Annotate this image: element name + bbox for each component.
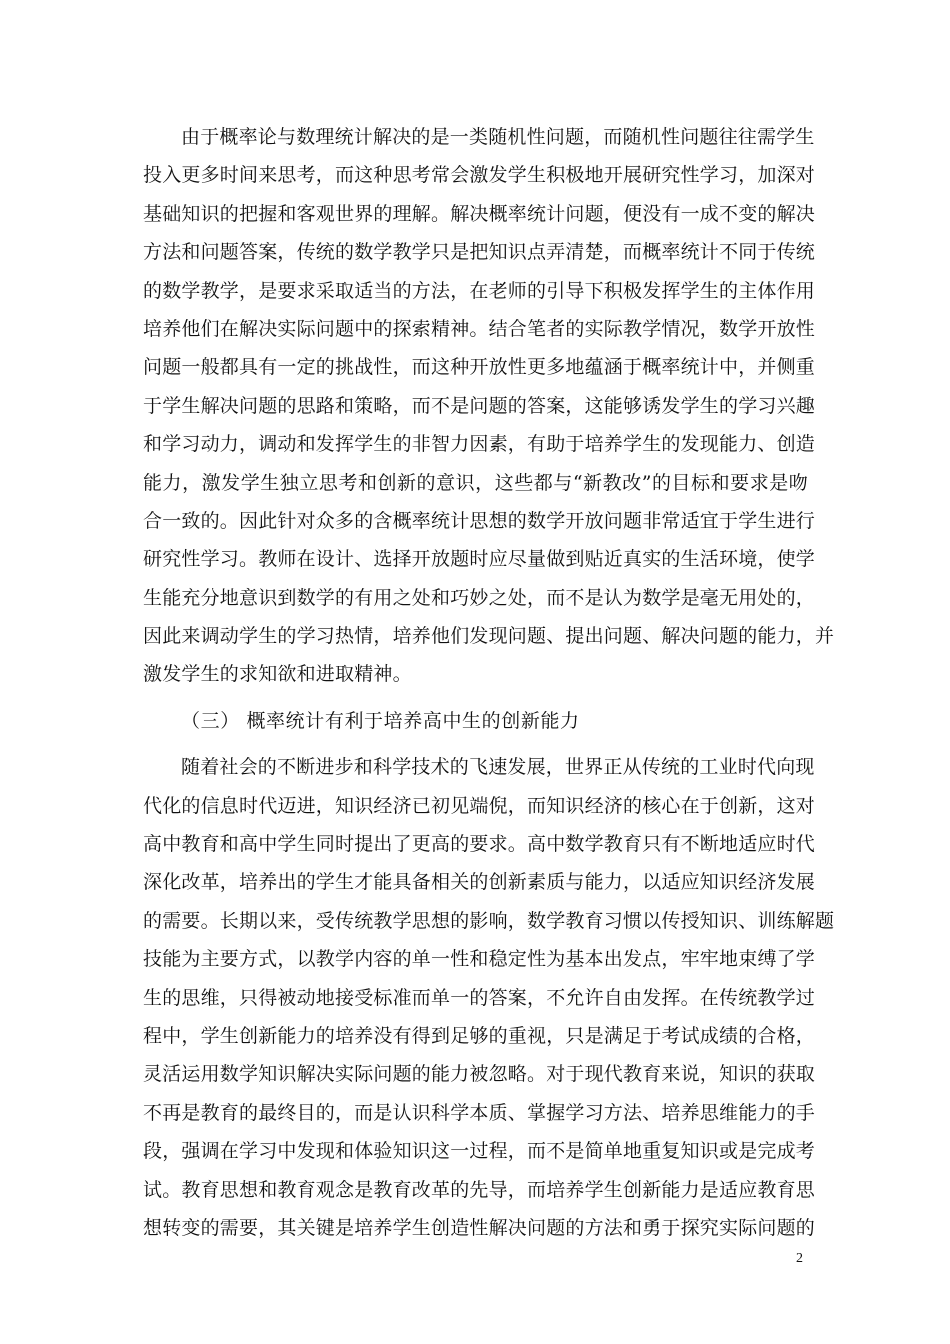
paragraph-line: 生能充分地意识到数学的有用之处和巧妙之处，而不是认为数学是毫无用处的， xyxy=(143,586,816,609)
paragraph-line: 高中教育和高中学生同时提出了更高的要求。高中数学教育只有不断地适应时代 xyxy=(143,833,816,856)
paragraph-line: 想转变的需要，其关键是培养学生创造性解决问题的方法和勇于探究实际问题的 xyxy=(143,1216,816,1239)
paragraph-innovation-ability xyxy=(143,748,835,1247)
paragraph-line: 激发学生的求知欲和进取精神。 xyxy=(143,663,412,686)
page-number: 2 xyxy=(796,1251,803,1266)
paragraph-line: 试。教育思想和教育观念是教育改革的先导，而培养学生创新能力是适应教育思 xyxy=(143,1178,816,1201)
paragraph-line: 投入更多时间来思考，而这种思考常会激发学生积极地开展研究性学习，加深对 xyxy=(143,164,816,187)
paragraph-line: 合一致的。因此针对众多的含概率统计思想的数学开放问题非常适宜于学生进行 xyxy=(143,509,816,532)
paragraph-line: 的数学教学，是要求采取适当的方法，在老师的引导下积极发挥学生的主体作用 xyxy=(143,279,816,302)
section-heading: （三） 概率统计有利于培养高中生的创新能力 xyxy=(181,709,580,732)
paragraph-line: 随着社会的不断进步和科学技术的飞速发展，世界正从传统的工业时代向现 xyxy=(181,756,815,779)
spacer xyxy=(143,740,808,748)
document-body xyxy=(143,118,835,1247)
paragraph-line: 由于概率论与数理统计解决的是一类随机性问题，而随机性问题往往需学生 xyxy=(181,126,815,148)
spacer xyxy=(143,694,808,702)
paragraph-line: 问题一般都具有一定的挑战性，而这种开放性更多地蕴涵于概率统计中，并侧重 xyxy=(143,356,816,379)
paragraph-line: 灵活运用数学知识解决实际问题的能力被忽略。对于现代教育来说，知识的获取 xyxy=(143,1063,816,1086)
paragraph-line: 不再是教育的最终目的，而是认识科学本质、掌握学习方法、培养思维能力的手 xyxy=(143,1101,816,1124)
paragraph-line: 段，强调在学习中发现和体验知识这一过程，而不是简单地重复知识或是完成考 xyxy=(143,1140,816,1163)
paragraph-line: 于学生解决问题的思路和策略，而不是问题的答案，这能够诱发学生的学习兴趣 xyxy=(143,394,816,417)
paragraph-line: 程中，学生创新能力的培养没有得到足够的重视，只是满足于考试成绩的合格， xyxy=(143,1024,816,1047)
paragraph-probability-open-problems xyxy=(143,118,835,694)
paragraph-line: 能力，激发学生独立思考和创新的意识，这些都与“新教改”的目标和要求是吻 xyxy=(143,471,808,494)
paragraph-line: 和学习动力，调动和发挥学生的非智力因素，有助于培养学生的发现能力、创造 xyxy=(143,433,816,456)
paragraph-line: 基础知识的把握和客观世界的理解。解决概率统计问题，便没有一成不变的解决 xyxy=(143,202,816,225)
paragraph-line: 代化的信息时代迈进，知识经济已初见端倪，而知识经济的核心在于创新，这对 xyxy=(143,794,816,817)
paragraph-line: 技能为主要方式，以教学内容的单一性和稳定性为基本出发点，牢牢地束缚了学 xyxy=(143,948,816,971)
paragraph-line: 深化改革，培养出的学生才能具备相关的创新素质与能力，以适应知识经济发展 xyxy=(143,871,816,894)
paragraph-line: 的需要。长期以来，受传统教学思想的影响，数学教育习惯以传授知识、训练解题 xyxy=(143,909,835,932)
paragraph-line: 研究性学习。教师在设计、选择开放题时应尽量做到贴近真实的生活环境，使学 xyxy=(143,548,816,571)
paragraph-line: 生的思维，只得被动地接受标准而单一的答案，不允许自由发挥。在传统教学过 xyxy=(143,986,816,1009)
paragraph-line: 方法和问题答案，传统的数学教学只是把知识点弄清楚，而概率统计不同于传统 xyxy=(143,241,816,264)
paragraph-line: 因此来调动学生的学习热情，培养他们发现问题、提出问题、解决问题的能力，并 xyxy=(143,625,835,648)
paragraph-line: 培养他们在解决实际问题中的探索精神。结合笔者的实际教学情况，数学开放性 xyxy=(143,317,816,340)
